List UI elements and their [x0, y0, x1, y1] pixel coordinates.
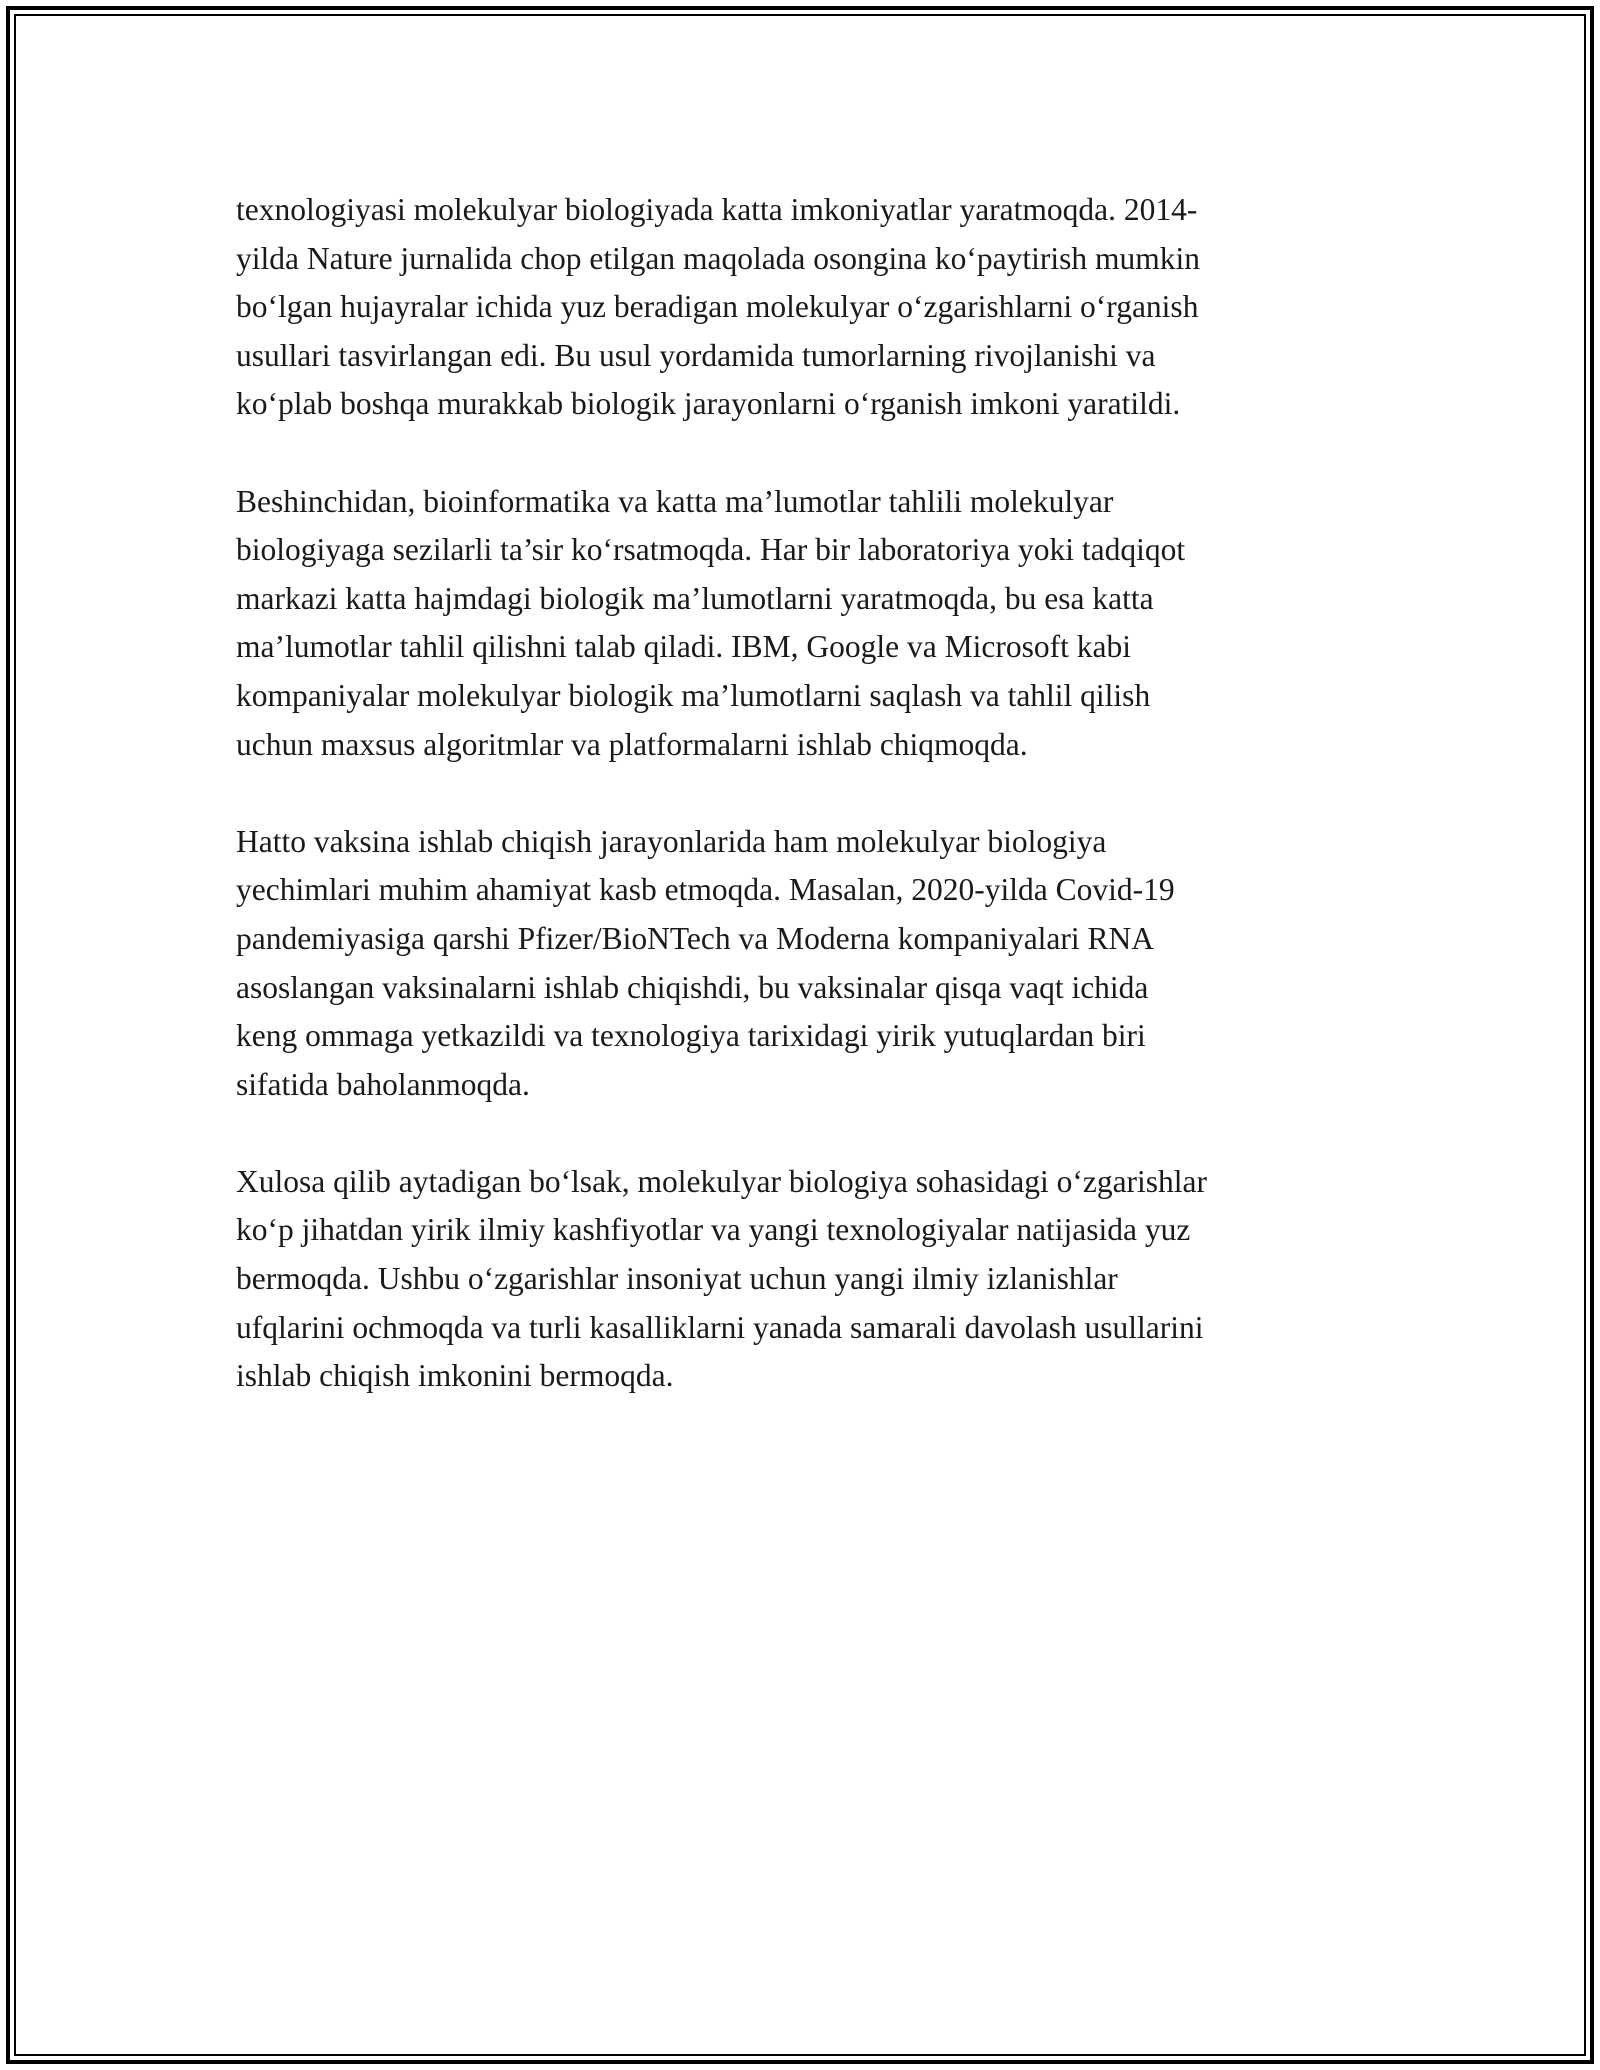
document-body [236, 186, 1386, 1449]
paragraph-bioinformatics: Beshinchidan, bioinformatika va katta ma’lumotlar tahlili molekulyar biologiyaga sezilarli ta’sir ko‘rsatmoqda. Har bir laboratoriya yoki tadqiqot markazi katta hajmdagi biologik ma’lumotlarni yaratmoqda, bu esa katta ma’lumotlar tahlil qilishni talab qiladi. IBM, Google va Microsoft kabi kompaniyalar molekulyar biologik ma’lumotlarni saqlash va tahlil qilish uchun maxsus algoritmlar va platformalarni ishlab chiqmoqda. [236, 483, 1186, 762]
paragraph-conclusion: Xulosa qilib aytadigan bo‘lsak, molekulyar biologiya sohasidagi o‘zgarishlar ko‘p jihatdan yirik ilmiy kashfiyotlar va yangi texnologiyalar natijasida yuz bermoqda. Ushbu o‘zgarishlar insoniyat uchun yangi ilmiy izlanishlar ufqlarini ochmoqda va turli kasalliklarni yanada samarali davolash usullarini ishlab chiqish imkonini bermoqda. [236, 1163, 1208, 1394]
paragraph-technology: texnologiyasi molekulyar biologiyada katta imkoniyatlar yaratmoqda. 2014- yilda Nature jurnalida chop etilgan maqolada osongina ko‘paytirish mumkin bo‘lgan hujayralar ichida yuz beradigan molekulyar o‘zgarishlarni o‘rganish usullari tasvirlangan edi. Bu usul yordamida tumorlarning rivojlanishi va ko‘plab boshqa murakkab biologik jarayonlarni o‘rganish imkoni yaratildi. [236, 192, 1201, 422]
paragraph-vaccines: Hatto vaksina ishlab chiqish jarayonlarida ham molekulyar biologiya yechimlari muhim ahamiyat kasb etmoqda. Masalan, 2020-yilda Covid-19 pandemiyasiga qarshi Pfizer/BioNTech va Moderna kompaniyalari RNA asoslangan vaksinalarni ishlab chiqishdi, bu vaksinalar qisqa vaqt ichida keng ommaga yetkazildi va texnologiya tarixidagi yirik yutuqlardan biri sifatida baholanmoqda. [236, 823, 1175, 1102]
